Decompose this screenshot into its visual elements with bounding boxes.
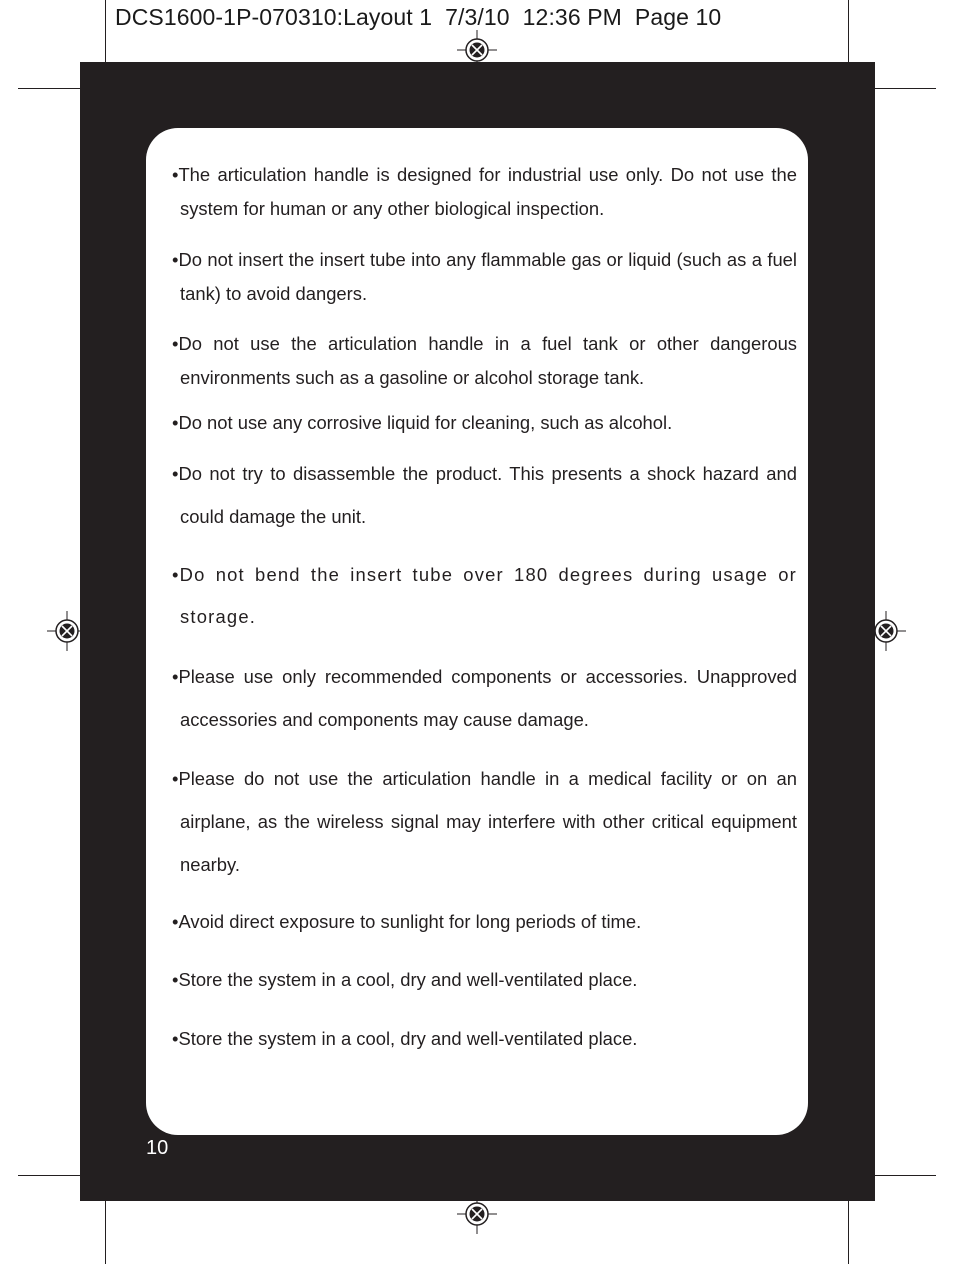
bullet-no-flammable-insertion: •Do not insert the insert tube into any flammable gas or liquid (such as a fuel tank) to avoid dangers. [172,249,797,304]
crop-mark-bottom-right-horizontal [866,1175,936,1176]
bullet-avoid-sunlight: •Avoid direct exposure to sunlight for long periods of time. [172,911,642,932]
registration-mark-left-icon [47,611,87,651]
crop-mark-top-right-vertical [848,0,849,70]
registration-mark-right-icon [866,611,906,651]
registration-mark-bottom-icon [457,1194,497,1234]
crop-mark-bottom-right-vertical [848,1194,849,1264]
crop-mark-top-right-horizontal [866,88,936,89]
crop-mark-top-left-horizontal [18,88,88,89]
bullet-recommended-accessories: •Please use only recommended components or accessories. Unapproved accessories and components may cause damage. [172,666,797,730]
registration-mark-top-icon [457,30,497,70]
crop-mark-bottom-left-horizontal [18,1175,88,1176]
bullet-no-medical-or-airplane: •Please do not use the articulation handle in a medical facility or on an airplane, as the wireless signal may interfere with other critical equipment nearby. [172,768,797,875]
bullet-do-not-bend-tube: •Do not bend the insert tube over 180 degrees during usage or storage. [172,564,797,627]
bullet-industrial-use-only: •The articulation handle is designed for industrial use only. Do not use the system for human or any other biological inspection. [172,164,797,219]
page-number: 10 [146,1137,169,1159]
bullet-do-not-disassemble: •Do not try to disassemble the product. This presents a shock hazard and could damage the unit. [172,463,797,527]
print-slug-line: DCS1600-1P-070310:Layout 1 7/3/10 12:36 PM Page 10 [115,4,722,30]
bullet-no-corrosive-cleaning: •Do not use any corrosive liquid for cleaning, such as alcohol. [172,412,673,433]
bullet-store-cool-dry-repeat: •Store the system in a cool, dry and well-ventilated place. [172,1028,638,1049]
bullet-store-cool-dry: •Store the system in a cool, dry and well-ventilated place. [172,969,638,990]
crop-mark-top-left-vertical [105,0,106,70]
crop-mark-bottom-left-vertical [105,1194,106,1264]
bullet-no-dangerous-environments: •Do not use the articulation handle in a fuel tank or other dangerous environments such as a gasoline or alcohol storage tank. [172,333,797,388]
